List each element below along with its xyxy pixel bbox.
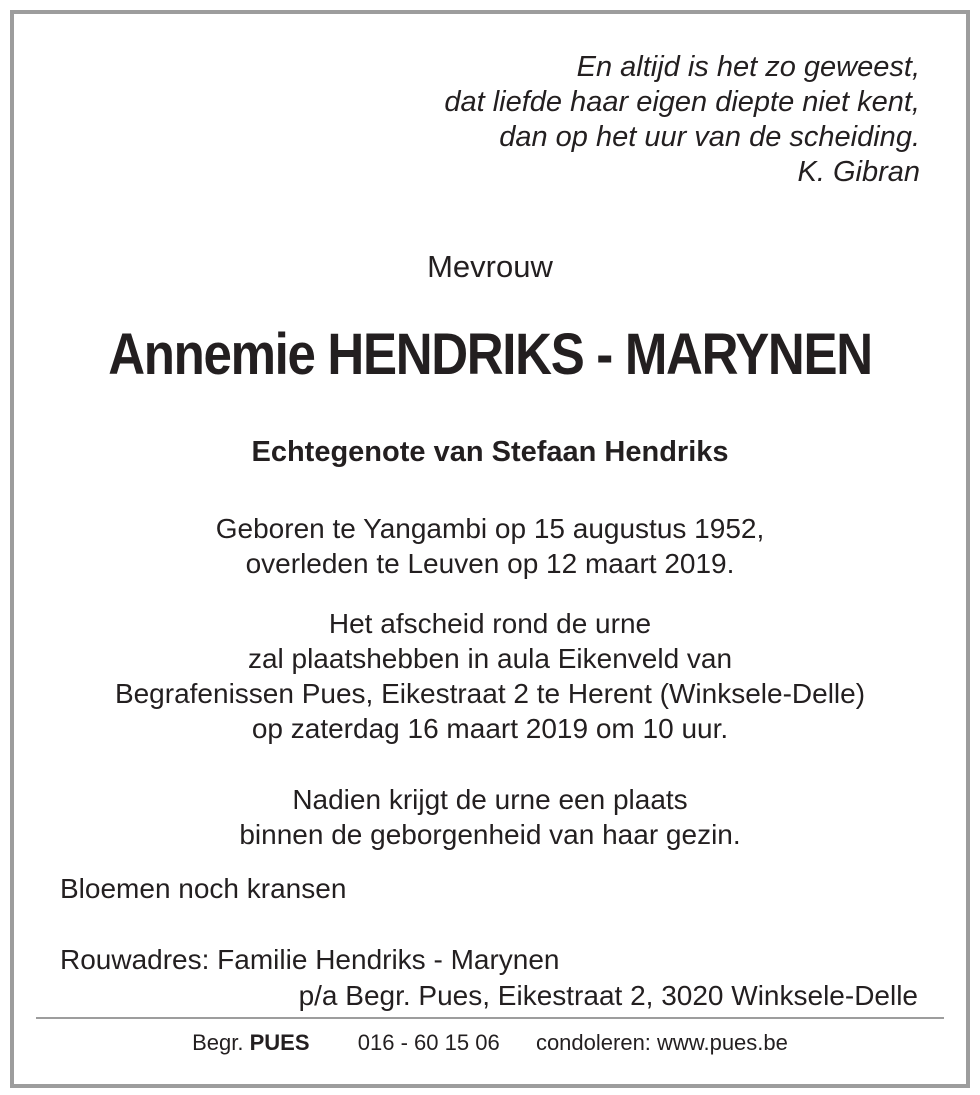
farewell-line: Begrafenissen Pues, Eikestraat 2 te Herent (Winksele-Delle) [114, 678, 866, 709]
urn-note-line: Nadien krijgt de urne een plaats [292, 784, 688, 815]
birth-line: Geboren te Yangambi op 15 augustus 1952, [215, 513, 765, 544]
undertaker-name: PUES [249, 1030, 310, 1055]
gibran-quote [444, 50, 920, 190]
spouse-line: Echtegenote van Stefaan Hendriks [251, 436, 729, 468]
footer-divider [36, 1017, 944, 1019]
mourning-address-line1: Rouwadres: Familie Hendriks - Marynen [60, 944, 560, 975]
salutation: Mevrouw [427, 249, 553, 284]
deceased-name: Annemie HENDRIKS - MARYNEN [108, 322, 872, 387]
quote-author: K. Gibran [797, 156, 920, 188]
quote-line: dan op het uur van de scheiding. [499, 121, 920, 153]
farewell-line: Het afscheid rond de urne [328, 608, 652, 639]
undertaker-phone: 016 - 60 15 06 [357, 1030, 500, 1055]
condolence-link[interactable]: condoleren: www.pues.be [535, 1030, 788, 1055]
quote-line: dat liefde haar eigen diepte niet kent, [444, 86, 920, 118]
undertaker-prefix: Begr. [192, 1030, 244, 1055]
death-line: overleden te Leuven op 12 maart 2019. [245, 548, 735, 579]
urn-note-line: binnen de geborgenheid van haar gezin. [239, 819, 741, 850]
birth-death-info [0, 511, 980, 581]
flowers-note: Bloemen noch kransen [60, 873, 347, 904]
quote-line: En altijd is het zo geweest, [576, 51, 920, 83]
urn-note [0, 782, 980, 852]
farewell-line: op zaterdag 16 maart 2019 om 10 uur. [251, 713, 729, 744]
farewell-line: zal plaatshebben in aula Eikenveld van [247, 643, 733, 674]
mourning-address-line2: p/a Begr. Pues, Eikestraat 2, 3020 Winksele-Delle [298, 980, 918, 1011]
footer [0, 1028, 980, 1058]
farewell-info [0, 606, 980, 746]
